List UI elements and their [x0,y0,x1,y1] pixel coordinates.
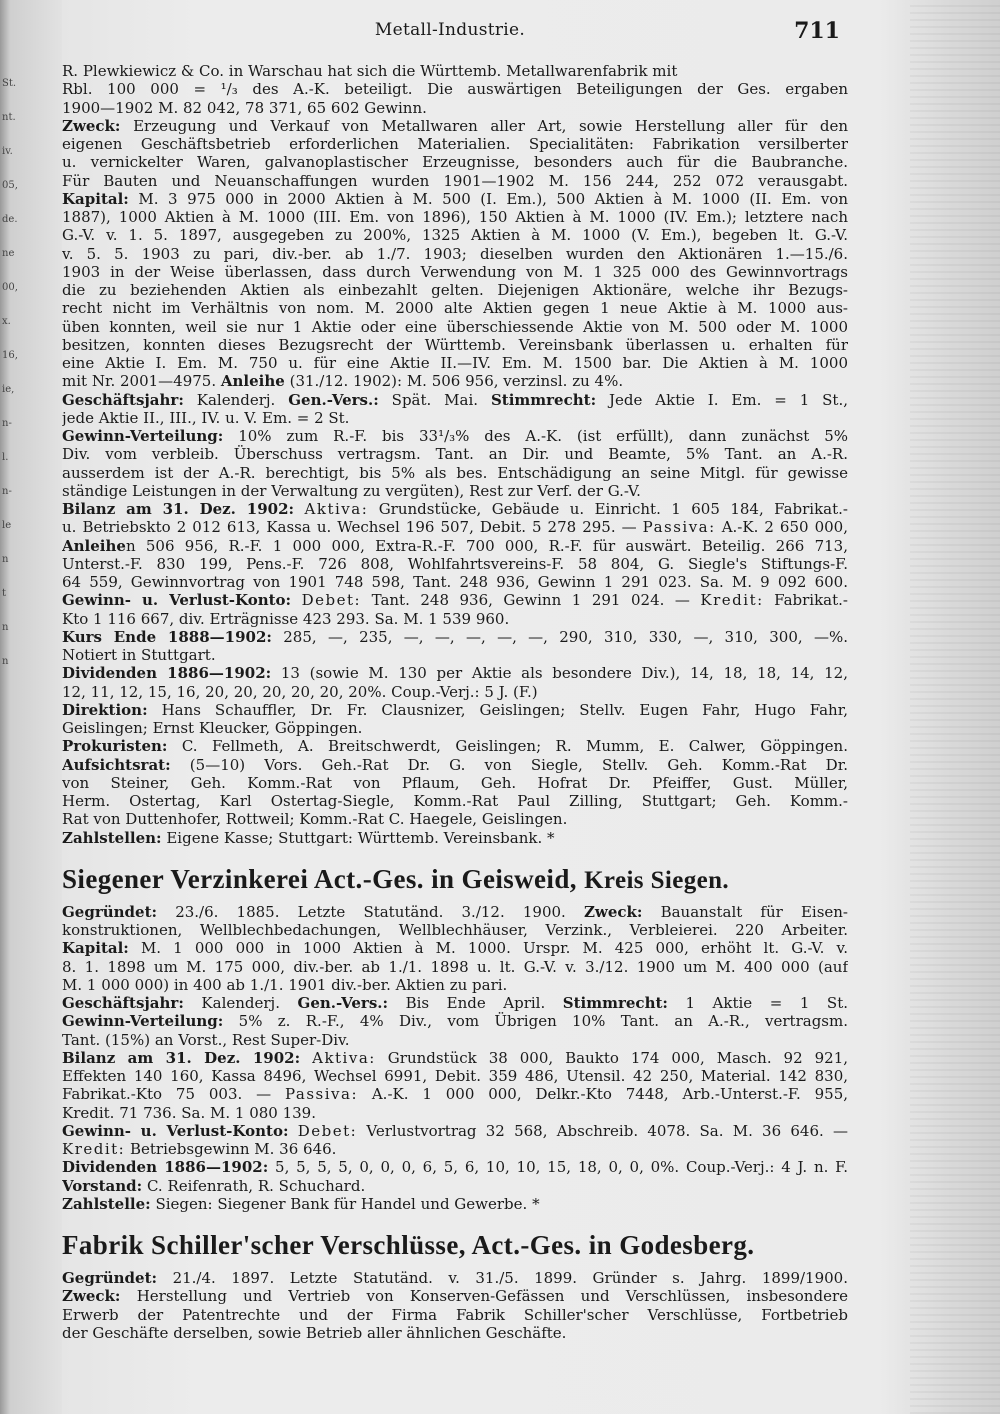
section-siegener-verzinkerei [62,903,848,1213]
company-name: Fabrik Schiller'scher Verschlüsse, Act.-Ges. in Godesberg. [62,1230,755,1260]
text-line: Effekten 140 160, Kassa 8496, Wechsel 6991, Debit. 359 486, Utensil. 42 250, Material. 142 830, [62,1067,848,1085]
text-line: Für Bauten und Neuanschaffungen wurden 1901—1902 M. 156 244, 252 072 verausgabt. [62,171,848,190]
text-line: Zweck: Herstellung und Vertrieb von Konserven-Gefässen und Verschlüssen, insbesondere [62,1287,848,1306]
text-line: Zweck: Erzeugung und Verkauf von Metallwaren aller Art, sowie Herstellung aller für den [62,116,848,135]
text-line: Gewinn- u. Verlust-Konto: Debet: Tant. 248 936, Gewinn 1 291 024. — Kredit: Fabrikat.- [62,591,848,610]
text-line: Gegründet: 21./4. 1897. Letzte Statutänd. v. 31./5. 1899. Gründer s. Jahrg. 1899/1900. [62,1269,848,1287]
text-line: Aufsichtsrat: (5—10) Vors. Geh.-Rat Dr. G. von Siegle, Stellv. Geh. Komm.-Rat Dr. [62,755,848,774]
text-line: Fabrikat.-Kto 75 003. — Passiva: A.-K. 1 000 000, Delkr.-Kto 7448, Arb.-Unterst.-F. 955, [62,1085,848,1104]
margin-fragment: St. [2,78,17,89]
margin-fragment: 16, [2,350,18,361]
text-line: 8. 1. 1898 um M. 175 000, div.-ber. ab 1./1. 1898 u. lt. G.-V. v. 3./12. 1900 um M. 400 000 (auf [62,957,848,976]
text-line: Div. vom verbleib. Überschuss vertragsm. Tant. an Dir. und Beamte, 5% Tant. an A.-R. [62,445,848,464]
text-line: Kredit: Betriebsgewinn M. 36 646. [62,1140,337,1158]
text-line: G.-V. v. 1. 5. 1897, ausgegeben zu 200%, 1325 Aktien à M. 1000 (V. Em.), begeben lt. G.-V. [62,226,848,245]
company-location: Kreis Siegen. [584,866,730,894]
text-line: Gewinn- u. Verlust-Konto: Debet: Verlustvortrag 32 568, Abschreib. 4078. Sa. M. 36 646. — [62,1121,848,1140]
text-line: konstruktionen, Wellblechbedachungen, Wellblechhäuser, Verzink., Verbleierei. 220 Arbeiter. [62,921,848,939]
text-line: ständige Leistungen in der Verwaltung zu vergüten), Rest zur Verf. der G.-V. [62,481,641,500]
text-line: Dividenden 1886—1902: 13 (sowie M. 130 per Aktie als besondere Div.), 14, 18, 18, 14, 12, [62,664,848,683]
margin-fragment: x. [2,316,11,327]
running-title: Metall-Industrie. [374,20,526,40]
margin-fragment: n [2,554,9,565]
text-line: von Steiner, Geh. Komm.-Rat von Pflaum, Geh. Hofrat Dr. Pfeiffer, Gust. Müller, [62,773,848,792]
text-line: Kto 1 116 667, div. Erträgnisse 423 293. Sa. M. 1 539 960. [62,609,510,628]
margin-fragment: n- [2,486,12,497]
text-line: Bilanz am 31. Dez. 1902: Aktiva: Grundstücke, Gebäude u. Einricht. 1 605 184, Fabrikat.- [62,500,848,518]
page-header [60,20,840,46]
margin-fragment: iv. [2,146,13,157]
text-line: Anleihen 506 956, R.-F. 1 000 000, Extra-R.-F. 700 000, R.-F. für auswärt. Beteilig. 266 713, [62,536,848,555]
text-line: u. Betriebskto 2 012 613, Kassa u. Wechsel 196 507, Debit. 5 278 295. — Passiva: A.-K. 2 650 000, [62,518,848,537]
text-line: Gegründet: 23./6. 1885. Letzte Statutänd. 3./12. 1900. Zweck: Bauanstalt für Eisen- [62,902,848,921]
text-line: Kurs Ende 1888—1902: 285, —, 235, —, —, —, —, —, 290, 310, 330, —, 310, 300, —%. [62,627,848,646]
section-wuerttemb-metallwarenfabrik [62,62,848,847]
text-line: Erwerb der Patentrechte und der Firma Fabrik Schiller'scher Verschlüsse, Fortbetrieb [62,1305,848,1324]
text-line: u. vernickelter Waren, galvanoplastischer Erzeugnisse, besonders auch für die Baubranche. [62,153,848,172]
text-line: 12, 11, 12, 15, 16, 20, 20, 20, 20, 20, 20%. Coup.-Verj.: 5 J. (F.) [62,682,538,701]
text-line: Zahlstellen: Eigene Kasse; Stuttgart: Württemb. Vereinsbank. * [62,828,555,847]
margin-fragment: 05, [2,180,18,191]
margin-fragment: n- [2,418,12,429]
text-line: Gewinn-Verteilung: 5% z. R.-F., 4% Div., vom Übrigen 10% Tant. an A.-R., vertragsm. [62,1012,848,1031]
text-line: üben konnten, weil sie nur 1 Aktie oder eine überschiessende Aktie von M. 500 oder M. 1000 [62,317,848,336]
text-line: 1887), 1000 Aktien à M. 1000 (III. Em. von 1896), 150 Aktien à M. 1000 (IV. Em.); letztere nach [62,208,848,226]
margin-fragment: 00, [2,282,18,293]
margin-fragment: n [2,622,9,633]
text-column [62,62,848,1352]
text-line: Geschäftsjahr: Kalenderj. Gen.-Vers.: Bis Ende April. Stimmrecht: 1 Aktie = 1 St. [62,994,848,1012]
text-line: Geschäftsjahr: Kalenderj. Gen.-Vers.: Spät. Mai. Stimmrecht: Jede Aktie I. Em. = 1 St., [62,390,848,409]
margin-fragment: le [2,520,12,531]
text-line: recht nicht im Verhältnis von nom. M. 2000 alte Aktien gegen 1 neue Aktie à M. 1000 aus- [62,299,848,318]
text-line: Tant. (15%) an Vorst., Rest Super-Div. [62,1030,350,1049]
text-line: Gewinn-Verteilung: 10% zum R.-F. bis 33¹/₃% des A.-K. (ist erfüllt), dann zunächst 5% [62,427,848,445]
text-line: Geislingen; Ernst Kleucker, Göppingen. [62,719,363,737]
text-line: eigenen Geschäftsbetrieb erforderlichen Materialien. Specialitäten: Fabrikation versilberter [62,135,848,153]
text-line: der Geschäfte derselben, sowie Betrieb aller ähnlichen Geschäfte. [62,1323,567,1342]
text-line: Notiert in Stuttgart. [62,646,216,664]
margin-fragment: ne [2,248,15,259]
text-line: M. 1 000 000) in 400 ab 1./1. 1901 div.-ber. Aktien zu pari. [62,975,508,994]
text-line: mit Nr. 2001—4975. Anleihe (31./12. 1902): M. 506 956, verzinsl. zu 4%. [62,372,624,391]
text-line: Rbl. 100 000 = ¹/₃ des A.-K. beteiligt. Die auswärtigen Beteiligungen der Ges. ergaben [62,80,848,99]
section-fabrik-schiller [62,1269,848,1342]
margin-fragment: t [2,588,7,599]
text-line: eine Aktie I. Em. M. 750 u. für eine Aktie II.—IV. Em. M. 1500 bar. Die Aktien à M. 1000 [62,354,848,372]
text-line: besitzen, konnten dieses Bezugsrecht der Württemb. Vereinsbank überlassen u. erhalten für [62,335,848,354]
text-line: R. Plewkiewicz & Co. in Warschau hat sich die Württemb. Metallwarenfabrik mit [62,62,678,80]
text-line: Dividenden 1886—1902: 5, 5, 5, 5, 0, 0, 0, 6, 5, 6, 10, 10, 15, 18, 0, 0, 0%. Coup.-Verj.: 4 J. n. F. [62,1158,848,1177]
binding-gutter [0,0,62,1414]
text-line: Kapital: M. 3 975 000 in 2000 Aktien à M. 500 (I. Em.), 500 Aktien à M. 1000 (II. Em. von [62,189,848,208]
text-line: v. 5. 5. 1903 zu pari, div.-ber. ab 1./7. 1903; dieselben wurden den Aktionären 1.—15./6. [62,244,848,263]
text-line: jede Aktie II., III., IV. u. V. Em. = 2 St. [62,408,350,427]
section-heading-fabrik-schiller [62,1225,848,1265]
text-line: Bilanz am 31. Dez. 1902: Aktiva: Grundstück 38 000, Baukto 174 000, Masch. 92 921, [62,1048,848,1067]
company-name: Siegener Verzinkerei Act.-Ges. in Geisweid, [62,863,577,894]
page-number: 711 [794,18,840,44]
text-line: 64 559, Gewinnvortrag von 1901 748 598, Tant. 248 936, Gewinn 1 291 023. Sa. M. 9 092 600. [62,573,848,591]
text-line: Prokuristen: C. Fellmeth, A. Breitschwerdt, Geislingen; R. Mumm, E. Calwer, Göppingen. [62,737,848,756]
section-heading-siegener-verzinkerei [62,859,848,899]
text-line: Direktion: Hans Schauffler, Dr. Fr. Clausnizer, Geislingen; Stellv. Eugen Fahr, Hugo Fahr, [62,700,848,719]
text-line: Unterst.-F. 830 199, Pens.-F. 726 808, Wohlfahrtsvereins-F. 58 804, G. Siegle's Stiftungs-F. [62,554,848,573]
text-line: Rat von Duttenhofer, Rottweil; Komm.-Rat C. Haegele, Geislingen. [62,810,568,829]
text-line: Vorstand: C. Reifenrath, R. Schuchard. [62,1176,366,1195]
margin-fragment: de. [2,214,18,225]
margin-fragment: l. [2,452,9,463]
text-line: 1900—1902 M. 82 042, 78 371, 65 602 Gewinn. [62,98,427,117]
margin-fragment: ie, [2,384,15,395]
text-line: die zu beziehenden Aktien als einbezahlt gelten. Diejenigen Aktionäre, welche ihr Bezugs- [62,281,848,299]
text-line: Zahlstelle: Siegen: Siegener Bank für Handel und Gewerbe. * [62,1194,540,1213]
text-line: Kapital: M. 1 000 000 in 1000 Aktien à M. 1000. Urspr. M. 425 000, erhöht lt. G.-V. v. [62,939,848,958]
margin-fragment: nt. [2,112,16,123]
text-line: ausserdem ist der A.-R. berechtigt, bis 5% als bes. Entschädigung an seine Mitgl. für gewisse [62,463,848,482]
text-line: Herm. Ostertag, Karl Ostertag-Siegle, Komm.-Rat Paul Zilling, Stuttgart; Geh. Komm.- [62,792,848,810]
page-edge-shadow [910,0,1000,1414]
margin-fragment: n [2,656,9,667]
text-line: 1903 in der Weise überlassen, dass durch Verwendung von M. 1 325 000 des Gewinnvortrags [62,262,848,281]
text-line: Kredit. 71 736. Sa. M. 1 080 139. [62,1103,316,1122]
